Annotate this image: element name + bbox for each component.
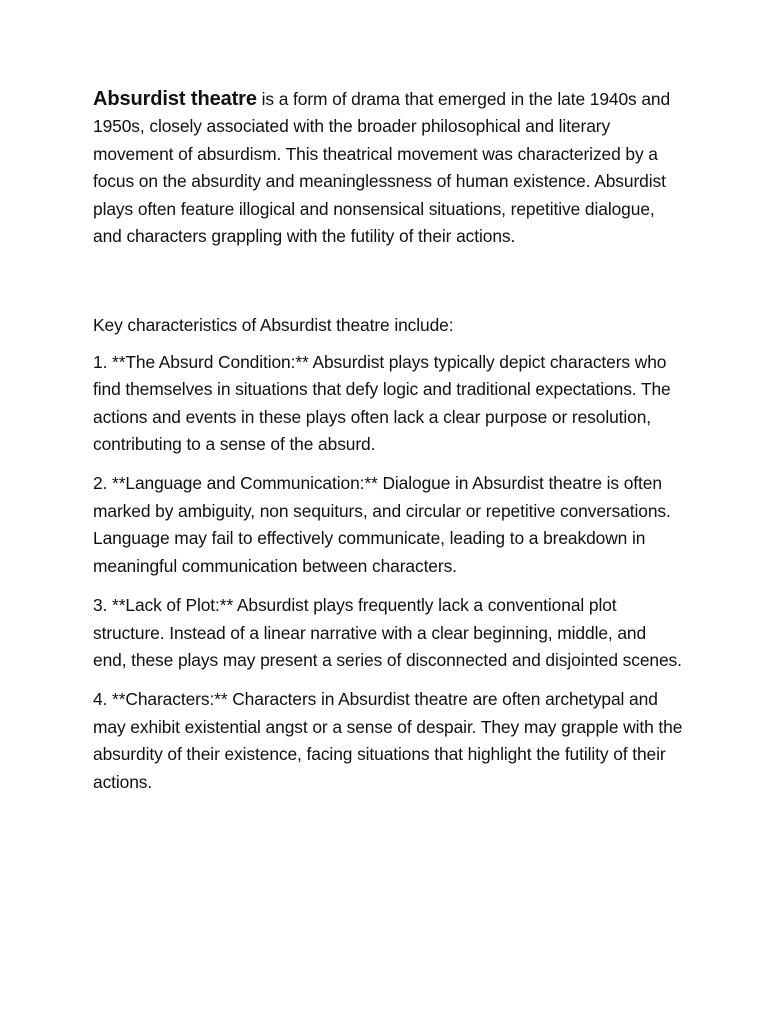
intro-paragraph bbox=[93, 86, 683, 250]
key-characteristics-heading: Key characteristics of Absurdist theatre include: bbox=[93, 315, 454, 336]
document-body bbox=[93, 86, 683, 808]
list-item-language-communication: 2. **Language and Communication:** Dialogue in Absurdist theatre is often marked by ambiguity, non sequiturs, and circular or repetitive conversations. Language may fail to effectively communicate, leading to a breakdown in meaningful communication between characters. bbox=[93, 473, 671, 576]
list-item-lack-of-plot: 3. **Lack of Plot:** Absurdist plays frequently lack a conventional plot structure. Instead of a linear narrative with a clear beginning, middle, and end, these plays may present a series of disconnected and disjointed scenes. bbox=[93, 595, 682, 670]
lead-term: Absurdist theatre bbox=[93, 88, 257, 110]
intro-text: is a form of drama that emerged in the late 1940s and 1950s, closely associated with the broader philosophical and literary movement of absurdism. This theatrical movement was characterized by a focus on the absurdity and meaninglessness of human existence. Absurdist plays often feature illogical and nonsensical situations, repetitive dialogue, and characters grappling with the futility of their actions. bbox=[93, 89, 671, 247]
list-item-absurd-condition: 1. **The Absurd Condition:** Absurdist plays typically depict characters who find themselves in situations that defy logic and traditional expectations. The actions and events in these plays often lack a clear purpose or resolution, contributing to a sense of the absurd. bbox=[93, 351, 671, 455]
list-item-characters: 4. **Characters:** Characters in Absurdist theatre are often archetypal and may exhibit existential angst or a sense of despair. They may grapple with the absurdity of their existence, facing situations that highlight the futility of their actions. bbox=[93, 689, 683, 792]
